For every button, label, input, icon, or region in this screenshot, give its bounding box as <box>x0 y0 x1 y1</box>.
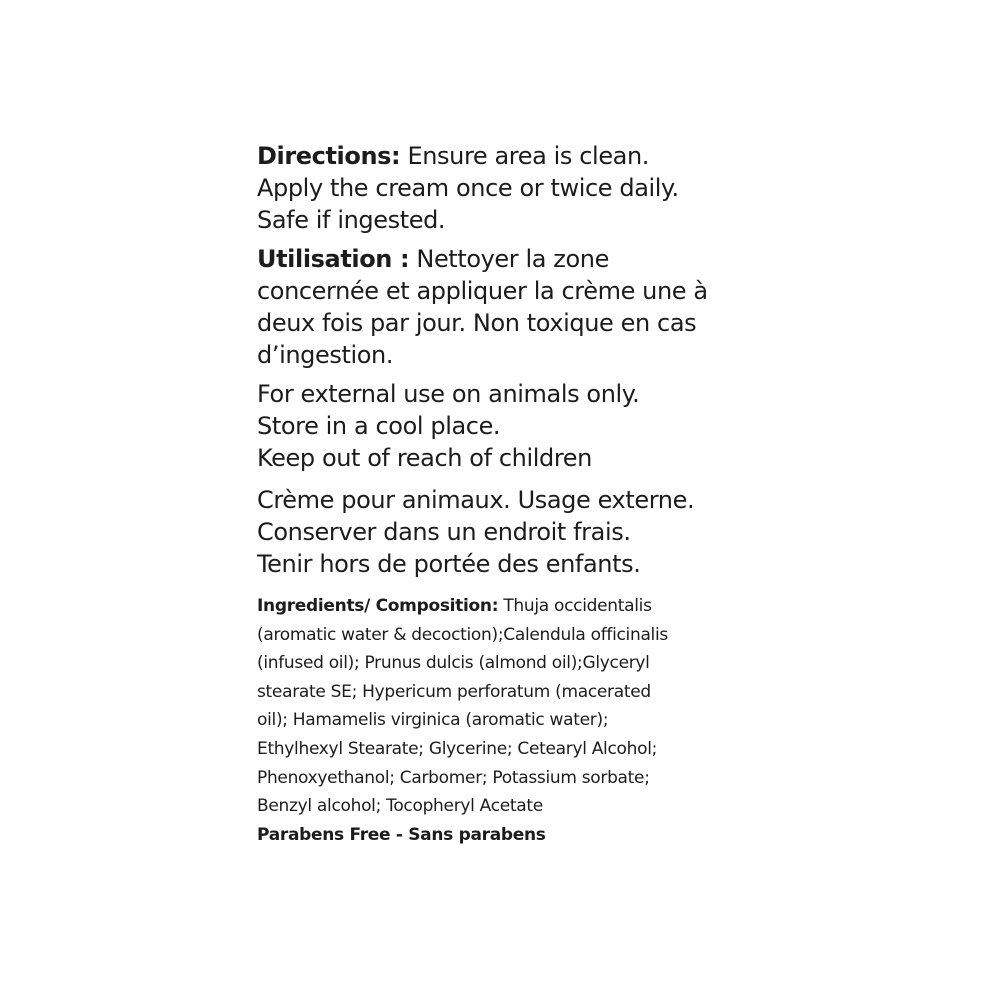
directions-line-1 <box>257 140 679 172</box>
ingredients-line-3: (infused oil); Prunus dulcis (almond oil);Glyceryl <box>257 653 650 674</box>
directions-section <box>257 140 679 236</box>
ingredients-line-4: stearate SE; Hypericum perforatum (macerated <box>257 681 651 702</box>
english-warning-line-1: For external use on animals only. <box>257 380 640 408</box>
parabens-free-line: Parabens Free - Sans parabens <box>257 824 546 845</box>
utilisation-line-1 <box>257 243 708 275</box>
french-warning-line-3: Tenir hors de portée des enfants. <box>257 550 641 578</box>
utilisation-line-4: d’ingestion. <box>257 341 394 369</box>
utilisation-first-line-text: Nettoyer la zone <box>409 245 609 273</box>
utilisation-heading: Utilisation : <box>257 245 410 273</box>
ingredients-line-7: Phenoxyethanol; Carbomer; Potassium sorbate; <box>257 767 650 788</box>
english-warning-line-2: Store in a cool place. <box>257 412 501 440</box>
directions-line-2: Apply the cream once or twice daily. <box>257 174 679 202</box>
french-warning-line-1: Crème pour animaux. Usage externe. <box>257 486 695 514</box>
utilisation-line-2: concernée et appliquer la crème une à <box>257 277 708 305</box>
utilisation-section <box>257 243 708 371</box>
ingredients-line-8: Benzyl alcohol; Tocopheryl Acetate <box>257 796 543 817</box>
directions-first-line-text: Ensure area is clean. <box>400 142 650 170</box>
french-warnings-section <box>257 484 694 580</box>
directions-heading: Directions: <box>257 142 401 170</box>
ingredients-heading: Ingredients/ Composition: <box>257 596 499 616</box>
french-warning-line-2: Conserver dans un endroit frais. <box>257 518 631 546</box>
utilisation-line-3: deux fois par jour. Non toxique en cas <box>257 309 697 337</box>
ingredients-section <box>257 592 668 849</box>
english-warnings-section <box>257 378 639 474</box>
ingredients-first-line-text: Thuja occidentalis <box>498 596 652 616</box>
ingredients-line-1 <box>257 592 668 621</box>
english-warning-line-3: Keep out of reach of children <box>257 444 592 472</box>
ingredients-line-2: (aromatic water & decoction);Calendula officinalis <box>257 624 668 645</box>
ingredients-line-5: oil); Hamamelis virginica (aromatic water); <box>257 710 609 731</box>
directions-line-3: Safe if ingested. <box>257 206 446 234</box>
ingredients-line-6: Ethylhexyl Stearate; Glycerine; Cetearyl Alcohol; <box>257 738 658 759</box>
